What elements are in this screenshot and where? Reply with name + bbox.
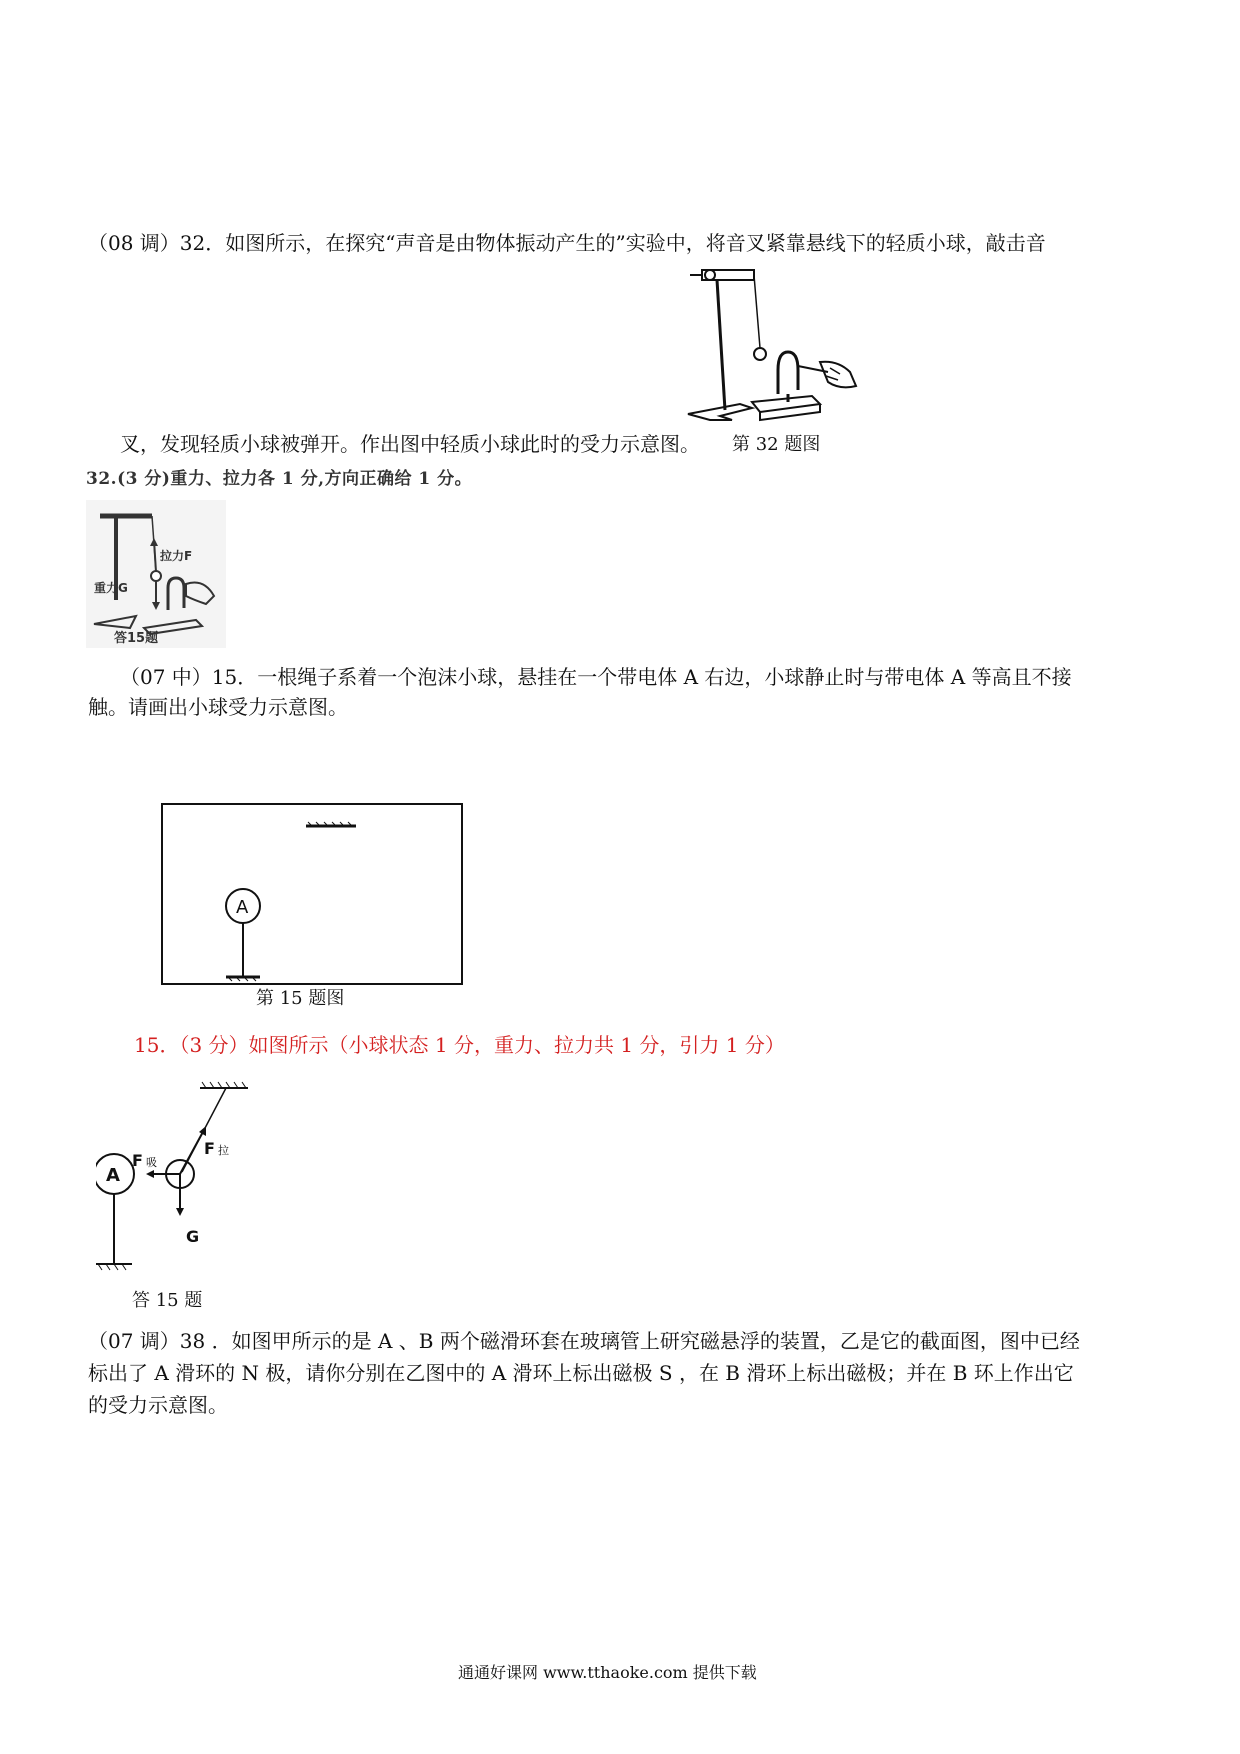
ans15-f-attract: F bbox=[132, 1151, 143, 1170]
q15-figure bbox=[160, 802, 470, 988]
ans15-f-pull: F bbox=[204, 1139, 215, 1158]
q32-figure-caption: 第 32 题图 bbox=[732, 434, 821, 455]
ans-figure-caption: 答15题 bbox=[114, 631, 159, 646]
q15-answer-figure bbox=[96, 1074, 276, 1282]
ans15-f-pull-sub: 拉 bbox=[218, 1144, 229, 1157]
q38-text-line3: 的受力示意图。 bbox=[88, 1393, 228, 1417]
ans-gravity-label: 重力G bbox=[94, 581, 128, 595]
q38-text-line1: （07 调）38 ．如图甲所示的是 A 、B 两个磁滑环套在玻璃管上研究磁悬浮的装置，乙是它的截面图，图中已经 bbox=[88, 1329, 1080, 1353]
q32-text-line2: 叉，发现轻质小球被弹开。作出图中轻质小球此时的受力示意图。 bbox=[120, 432, 700, 456]
q38-text-line2: 标出了 A 滑环的 N 极，请你分别在乙图中的 A 滑环上标出磁极 S ，在 B 滑环上标出磁极；并在 B 环上作出它 bbox=[88, 1361, 1074, 1385]
ans15-f-attract-sub: 吸 bbox=[146, 1156, 157, 1169]
ans15-label-a: A bbox=[106, 1165, 120, 1186]
q32-text-line1: （08 调）32．如图所示，在探究“声音是由物体振动产生的”实验中，将音叉紧靠悬线下的轻质小球，敲击音 bbox=[88, 231, 1046, 255]
q15-answer-text: 15．（3 分）如图所示（小球状态 1 分，重力、拉力共 1 分，引力 1 分） bbox=[134, 1033, 785, 1057]
ans15-caption: 答 15 题 bbox=[132, 1290, 203, 1311]
q15-text-line1: （07 中）15．一根绳子系着一个泡沫小球，悬挂在一个带电体 A 右边，小球静止时与带电体 A 等高且不接 bbox=[120, 665, 1072, 689]
q32-answer-note: 32.(3 分)重力、拉力各 1 分,方向正确给 1 分。 bbox=[86, 469, 473, 489]
page-footer: 通通好课网 www.tthaoke.com 提供下载 bbox=[458, 1663, 757, 1682]
ans15-g: G bbox=[186, 1227, 200, 1246]
q15-label-a: A bbox=[236, 897, 249, 918]
q32-answer-figure bbox=[86, 500, 226, 648]
q15-figure-caption: 第 15 题图 bbox=[256, 988, 345, 1009]
ans-pull-label: 拉力F bbox=[160, 549, 193, 563]
q15-text-line2: 触。请画出小球受力示意图。 bbox=[88, 695, 348, 719]
